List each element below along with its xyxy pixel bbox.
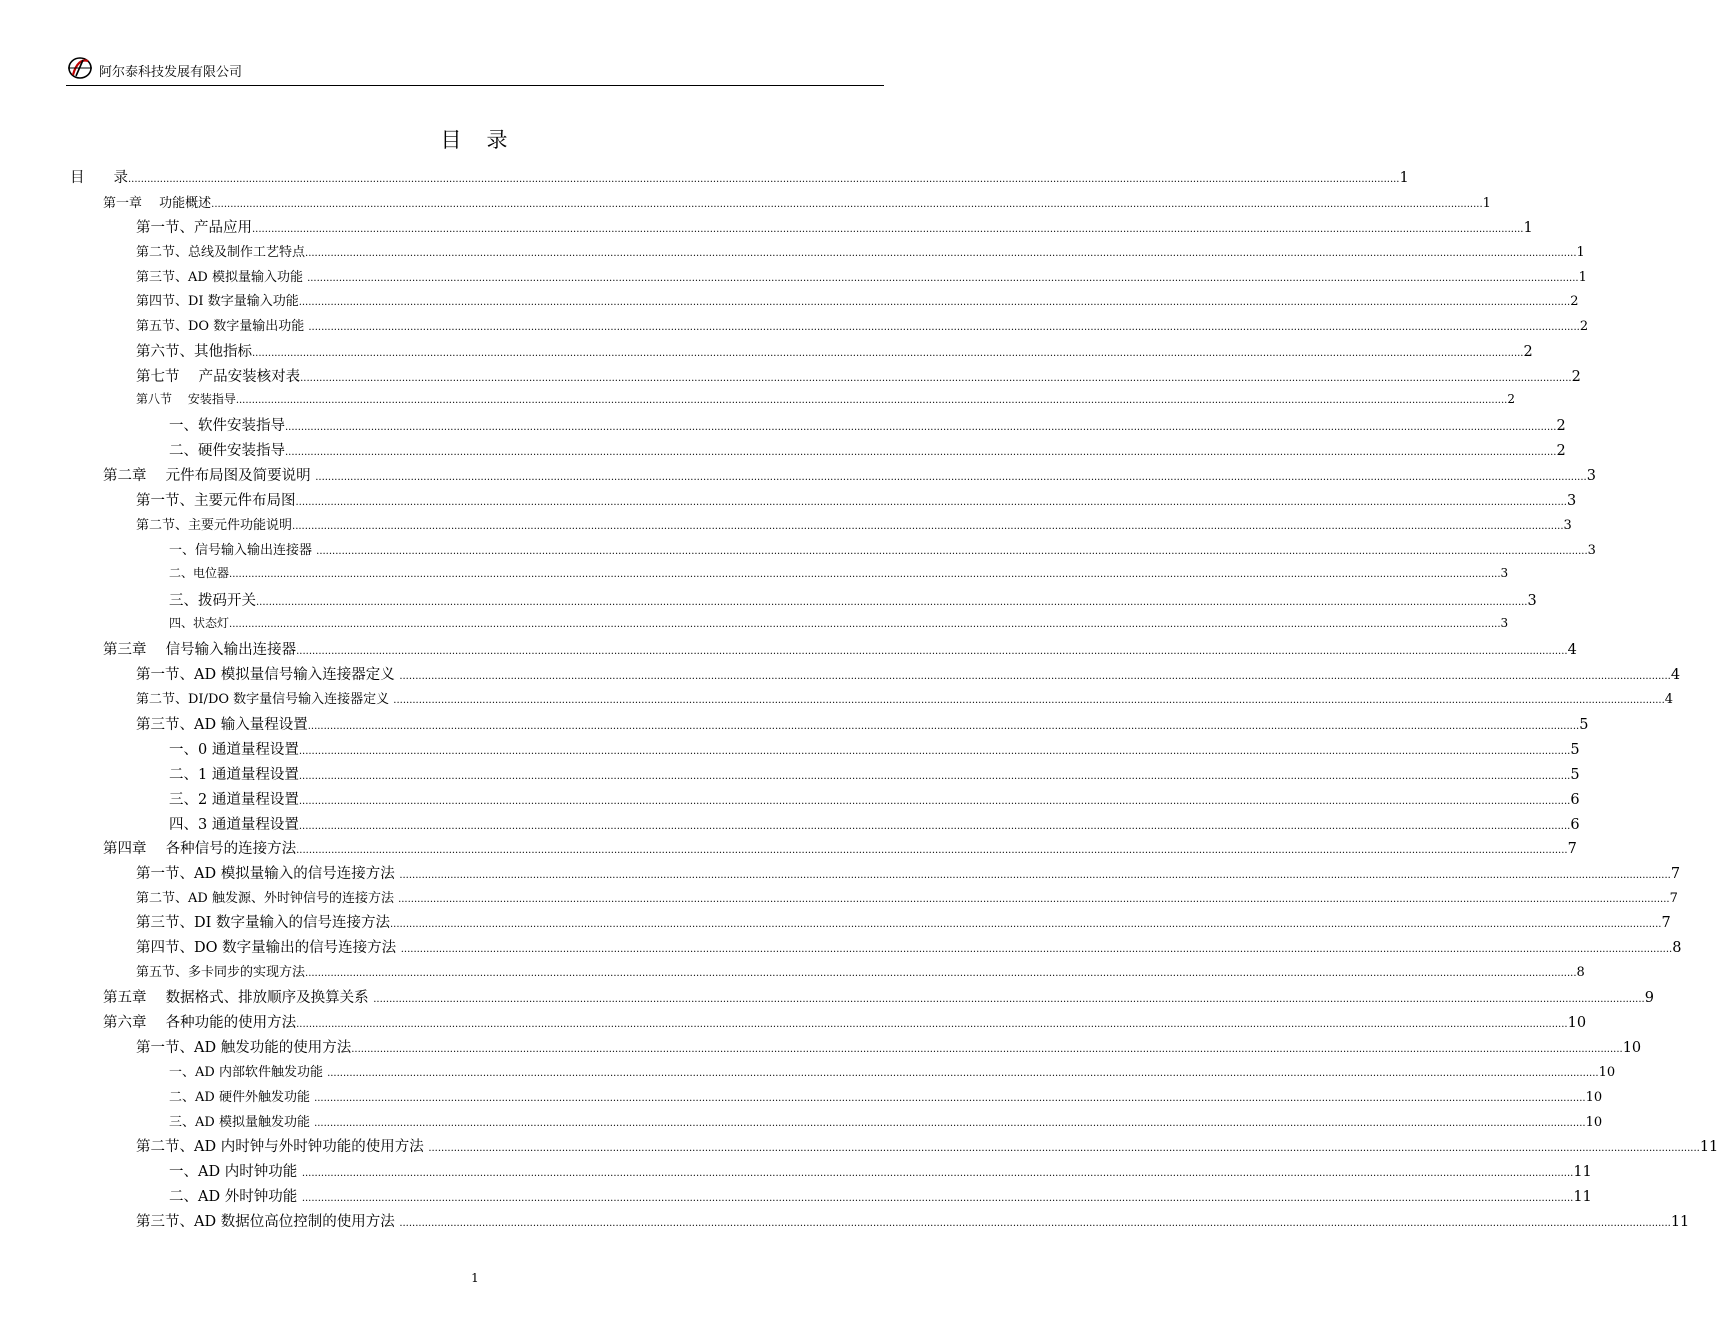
toc-entry-page: 3 — [1586, 468, 1596, 484]
toc-dot-leader: ................................................................................................................................................................................................................................................................................................................................................................................................................ — [307, 273, 1579, 284]
toc-dot-leader: ................................................................................................................................................................................................................................................................................................................................................................................................................ — [399, 870, 1671, 881]
toc-entry[interactable] — [169, 414, 1566, 436]
toc-dot-leader: ................................................................................................................................................................................................................................................................................................................................................................................................................ — [314, 1093, 1586, 1104]
toc-entry[interactable] — [136, 216, 1533, 238]
toc-entry-title: 一、AD 内时钟功能 — [169, 1164, 302, 1180]
toc-dot-leader: ................................................................................................................................................................................................................................................................................................................................................................................................................ — [252, 348, 1524, 359]
toc-entry-page: 5 — [1579, 717, 1589, 733]
toc-entry-title: 二、硬件安装指导 — [169, 443, 285, 459]
toc-entry-title: 三、2 通道量程设置 — [169, 792, 299, 808]
toc-entry-page: 1 — [1578, 270, 1587, 285]
toc-entry[interactable] — [136, 290, 1579, 312]
toc-entry-title: 第六章 各种功能的使用方法 — [103, 1015, 297, 1031]
toc-entry[interactable] — [136, 365, 1581, 387]
toc-entry[interactable] — [136, 514, 1572, 536]
toc-entry-title: 第六节、其他指标 — [136, 344, 252, 360]
toc-dot-leader: ................................................................................................................................................................................................................................................................................................................................................................................................................ — [298, 297, 1571, 308]
toc-entry-title: 一、信号输入输出连接器 — [169, 543, 317, 558]
toc-entry[interactable] — [136, 390, 1515, 412]
toc-entry[interactable] — [136, 315, 1589, 337]
toc-entry-page: 6 — [1570, 792, 1580, 808]
toc-entry[interactable] — [136, 862, 1681, 884]
toc-dot-leader: ................................................................................................................................................................................................................................................................................................................................................................................................................ — [399, 671, 1671, 682]
toc-dot-leader: ................................................................................................................................................................................................................................................................................................................................................................................................................ — [252, 224, 1524, 235]
toc-entry[interactable] — [136, 688, 1674, 710]
toc-entry-title: 二、1 通道量程设置 — [169, 767, 299, 783]
toc-entry[interactable] — [169, 1160, 1592, 1182]
toc-dot-leader: ................................................................................................................................................................................................................................................................................................................................................................................................................ — [298, 746, 1571, 757]
toc-entry[interactable] — [136, 911, 1671, 933]
toc-entry-page: 6 — [1570, 817, 1580, 833]
toc-entry-page: 7 — [1567, 841, 1577, 857]
toc-entry[interactable] — [103, 1011, 1587, 1033]
toc-dot-leader: ................................................................................................................................................................................................................................................................................................................................................................................................................ — [400, 944, 1673, 955]
toc-entry-title: 第一节、AD 模拟量信号输入连接器定义 — [136, 667, 400, 683]
toc-entry-page: 5 — [1570, 742, 1580, 758]
toc-entry[interactable] — [169, 1086, 1603, 1108]
toc-dot-leader: ................................................................................................................................................................................................................................................................................................................................................................................................................ — [399, 1218, 1671, 1229]
toc-entry-title: 第四章 各种信号的连接方法 — [103, 841, 297, 857]
toc-entry[interactable] — [136, 961, 1585, 983]
toc-entry[interactable] — [169, 589, 1537, 611]
toc-entry-page: 7 — [1661, 915, 1671, 931]
toc-entry[interactable] — [169, 788, 1580, 810]
toc-entry-page: 1 — [1482, 196, 1491, 211]
toc-dot-leader: ................................................................................................................................................................................................................................................................................................................................................................................................................ — [295, 497, 1567, 508]
toc-dot-leader: ................................................................................................................................................................................................................................................................................................................................................................................................................ — [211, 199, 1483, 210]
toc-entry-page: 1 — [1576, 245, 1585, 260]
toc-entry-title: 四、3 通道量程设置 — [169, 817, 299, 833]
toc-entry-page: 7 — [1669, 891, 1678, 906]
toc-dot-leader: ................................................................................................................................................................................................................................................................................................................................................................................................................ — [296, 1019, 1568, 1030]
page-title: 目 录 — [440, 128, 510, 152]
toc-entry[interactable] — [103, 192, 1491, 214]
toc-entry-page: 10 — [1598, 1065, 1616, 1080]
toc-entry-title: 第二节、AD 内时钟与外时钟功能的使用方法 — [136, 1139, 429, 1155]
toc-dot-leader: ................................................................................................................................................................................................................................................................................................................................................................................................................ — [285, 422, 1557, 433]
toc-dot-leader: ................................................................................................................................................................................................................................................................................................................................................................................................................ — [298, 821, 1571, 832]
toc-entry[interactable] — [136, 266, 1587, 288]
toc-entry[interactable] — [70, 166, 1409, 188]
toc-entry[interactable] — [169, 614, 1509, 636]
toc-entry[interactable] — [136, 1135, 1718, 1157]
toc-dot-leader: ................................................................................................................................................................................................................................................................................................................................................................................................................ — [305, 968, 1577, 979]
toc-entry-title: 三、拨码开关 — [169, 593, 256, 609]
toc-entry-page: 10 — [1585, 1090, 1603, 1105]
toc-entry-page: 1 — [1399, 170, 1409, 186]
toc-entry-page: 8 — [1672, 940, 1682, 956]
toc-entry-title: 第五节、多卡同步的实现方法 — [136, 965, 306, 980]
toc-entry-page: 4 — [1670, 667, 1681, 683]
toc-dot-leader: ................................................................................................................................................................................................................................................................................................................................................................................................................ — [298, 771, 1571, 782]
toc-entry-title: 三、AD 模拟量触发功能 — [169, 1115, 315, 1130]
toc-entry[interactable] — [103, 464, 1596, 486]
toc-entry-title: 一、软件安装指导 — [169, 418, 285, 434]
toc-entry-title: 第三节、AD 输入量程设置 — [136, 717, 308, 733]
toc-entry-page: 11 — [1670, 1214, 1690, 1230]
toc-entry-page: 5 — [1570, 767, 1580, 783]
toc-entry-page: 10 — [1585, 1115, 1603, 1130]
toc-entry-title: 第四节、DO 数字量输出的信号连接方法 — [136, 940, 401, 956]
toc-dot-leader: ................................................................................................................................................................................................................................................................................................................................................................................................................ — [301, 1168, 1574, 1179]
toc-entry[interactable] — [169, 439, 1566, 461]
toc-entry-page: 2 — [1507, 392, 1515, 406]
toc-dot-leader: ................................................................................................................................................................................................................................................................................................................................................................................................................ — [307, 721, 1580, 732]
toc-dot-leader: ................................................................................................................................................................................................................................................................................................................................................................................................................ — [428, 1143, 1700, 1154]
toc-dot-leader: ................................................................................................................................................................................................................................................................................................................................................................................................................ — [298, 796, 1571, 807]
toc-dot-leader: ................................................................................................................................................................................................................................................................................................................................................................................................................ — [316, 546, 1588, 557]
toc-dot-leader: ................................................................................................................................................................................................................................................................................................................................................................................................................ — [389, 919, 1662, 930]
toc-entry-page: 11 — [1573, 1189, 1592, 1205]
company-name: 阿尔泰科技发展有限公司 — [99, 65, 243, 80]
toc-entry-title: 四、状态灯 — [169, 616, 230, 630]
toc-entry[interactable] — [103, 638, 1577, 660]
toc-entry-title: 第一节、AD 触发功能的使用方法 — [136, 1040, 352, 1056]
toc-dot-leader: ................................................................................................................................................................................................................................................................................................................................................................................................................ — [229, 569, 1501, 580]
toc-entry-title: 第三节、AD 数据位高位控制的使用方法 — [136, 1214, 400, 1230]
toc-entry-page: 2 — [1579, 319, 1589, 334]
toc-dot-leader: ................................................................................................................................................................................................................................................................................................................................................................................................................ — [315, 472, 1587, 483]
toc-dot-leader: ................................................................................................................................................................................................................................................................................................................................................................................................................ — [351, 1044, 1623, 1055]
toc-entry[interactable] — [169, 1111, 1603, 1133]
page-number: 1 — [471, 1271, 479, 1285]
toc-dot-leader: ................................................................................................................................................................................................................................................................................................................................................................................................................ — [256, 597, 1528, 608]
toc-entry-page: 1 — [1523, 220, 1533, 236]
toc-entry[interactable] — [169, 738, 1580, 760]
toc-entry-page: 11 — [1699, 1139, 1718, 1155]
toc-entry-title: 二、AD 外时钟功能 — [169, 1189, 302, 1205]
toc-entry[interactable] — [136, 241, 1585, 263]
toc-entry-title: 第一节、主要元件布局图 — [136, 493, 296, 509]
toc-entry[interactable] — [169, 1185, 1592, 1207]
toc-dot-leader: ................................................................................................................................................................................................................................................................................................................................................................................................................ — [300, 373, 1572, 384]
toc-entry[interactable] — [136, 340, 1533, 362]
toc-entry[interactable] — [136, 489, 1577, 511]
toc-dot-leader: ................................................................................................................................................................................................................................................................................................................................................................................................................ — [373, 994, 1645, 1005]
toc-entry-page: 11 — [1573, 1164, 1592, 1180]
toc-dot-leader: ................................................................................................................................................................................................................................................................................................................................................................................................................ — [301, 1193, 1574, 1204]
toc-entry[interactable] — [169, 1061, 1616, 1083]
toc-entry[interactable] — [136, 887, 1678, 909]
toc-entry-page: 9 — [1644, 990, 1654, 1006]
toc-entry-title: 二、电位器 — [169, 566, 230, 580]
toc-entry[interactable] — [169, 564, 1509, 586]
toc-dot-leader: ................................................................................................................................................................................................................................................................................................................................................................................................................ — [235, 395, 1508, 406]
toc-entry-page: 4 — [1567, 642, 1577, 658]
toc-entry-title: 第二节、AD 触发源、外时钟信号的连接方法 — [136, 891, 399, 906]
toc-dot-leader: ................................................................................................................................................................................................................................................................................................................................................................................................................ — [327, 1068, 1599, 1079]
toc-dot-leader: ................................................................................................................................................................................................................................................................................................................................................................................................................ — [308, 322, 1580, 333]
toc-entry-page: 3 — [1500, 566, 1509, 580]
toc-dot-leader: ................................................................................................................................................................................................................................................................................................................................................................................................................ — [296, 845, 1568, 856]
toc-entry-page: 2 — [1556, 443, 1566, 459]
toc-entry-page: 3 — [1563, 518, 1572, 533]
toc-entry-title: 一、AD 内部软件触发功能 — [169, 1065, 328, 1080]
toc-entry-page: 10 — [1622, 1040, 1642, 1056]
toc-entry-page: 3 — [1587, 543, 1596, 558]
toc-dot-leader: ................................................................................................................................................................................................................................................................................................................................................................................................................ — [229, 619, 1501, 630]
toc-entry-title: 第四节、DI 数字量输入功能 — [136, 294, 299, 309]
toc-entry-title: 二、AD 硬件外触发功能 — [169, 1090, 315, 1105]
toc-entry-title: 第二章 元件布局图及简要说明 — [103, 468, 316, 484]
toc-entry[interactable] — [136, 663, 1681, 685]
toc-dot-leader: ................................................................................................................................................................................................................................................................................................................................................................................................................ — [305, 248, 1577, 259]
toc-entry-page: 10 — [1567, 1015, 1587, 1031]
toc-entry-title: 目 录 — [70, 170, 128, 186]
toc-entry-title: 第一章 功能概述 — [103, 196, 212, 211]
toc-entry[interactable] — [136, 936, 1682, 958]
toc-entry-title: 第七节 产品安装核对表 — [136, 369, 301, 385]
toc-entry-title: 第二节、总线及制作工艺特点 — [136, 245, 306, 260]
toc-entry-page: 4 — [1664, 692, 1674, 707]
toc-entry-page: 3 — [1527, 593, 1537, 609]
toc-entry[interactable] — [169, 813, 1580, 835]
toc-entry-page: 8 — [1576, 965, 1585, 980]
toc-entry[interactable] — [169, 763, 1580, 785]
toc-entry-title: 第二节、主要元件功能说明 — [136, 518, 293, 533]
toc-entry[interactable] — [169, 539, 1596, 561]
toc-entry-page: 3 — [1566, 493, 1577, 509]
toc-dot-leader: ................................................................................................................................................................................................................................................................................................................................................................................................................ — [393, 695, 1665, 706]
toc-entry-title: 第八节 安装指导 — [136, 392, 236, 406]
toc-dot-leader: ................................................................................................................................................................................................................................................................................................................................................................................................................ — [292, 521, 1564, 532]
toc-entry-title: 第三节、AD 模拟量输入功能 — [136, 270, 308, 285]
toc-dot-leader: ................................................................................................................................................................................................................................................................................................................................................................................................................ — [398, 894, 1670, 905]
toc-entry[interactable] — [103, 986, 1654, 1008]
toc-entry[interactable] — [136, 1210, 1690, 1232]
toc-entry[interactable] — [103, 837, 1577, 859]
toc-entry-title: 第五节、DO 数字量输出功能 — [136, 319, 309, 334]
toc-entry-title: 第二节、DI/DO 数字量信号输入连接器定义 — [136, 692, 394, 707]
toc-entry-title: 第一节、AD 模拟量输入的信号连接方法 — [136, 866, 400, 882]
toc-entry[interactable] — [136, 713, 1589, 735]
toc-entry-title: 第三章 信号输入输出连接器 — [103, 642, 297, 658]
toc-entry-page: 2 — [1556, 418, 1566, 434]
toc-entry-title: 一、0 通道量程设置 — [169, 742, 299, 758]
toc-entry[interactable] — [136, 1036, 1642, 1058]
toc-entry-page: 2 — [1523, 344, 1533, 360]
toc-entry-title: 第五章 数据格式、排放顺序及换算关系 — [103, 990, 374, 1006]
toc-dot-leader: ................................................................................................................................................................................................................................................................................................................................................................................................................ — [128, 174, 1400, 185]
toc-entry-title: 第一节、产品应用 — [136, 220, 252, 236]
toc-dot-leader: ................................................................................................................................................................................................................................................................................................................................................................................................................ — [314, 1118, 1586, 1129]
toc-entry-page: 7 — [1670, 866, 1681, 882]
toc-dot-leader: ................................................................................................................................................................................................................................................................................................................................................................................................................ — [285, 447, 1557, 458]
toc-entry-title: 第三节、DI 数字量输入的信号连接方法 — [136, 915, 390, 931]
toc-dot-leader: ................................................................................................................................................................................................................................................................................................................................................................................................................ — [296, 646, 1568, 657]
toc-entry-page: 2 — [1570, 294, 1579, 309]
toc-entry-page: 3 — [1500, 616, 1509, 630]
toc-entry-page: 2 — [1571, 369, 1581, 385]
